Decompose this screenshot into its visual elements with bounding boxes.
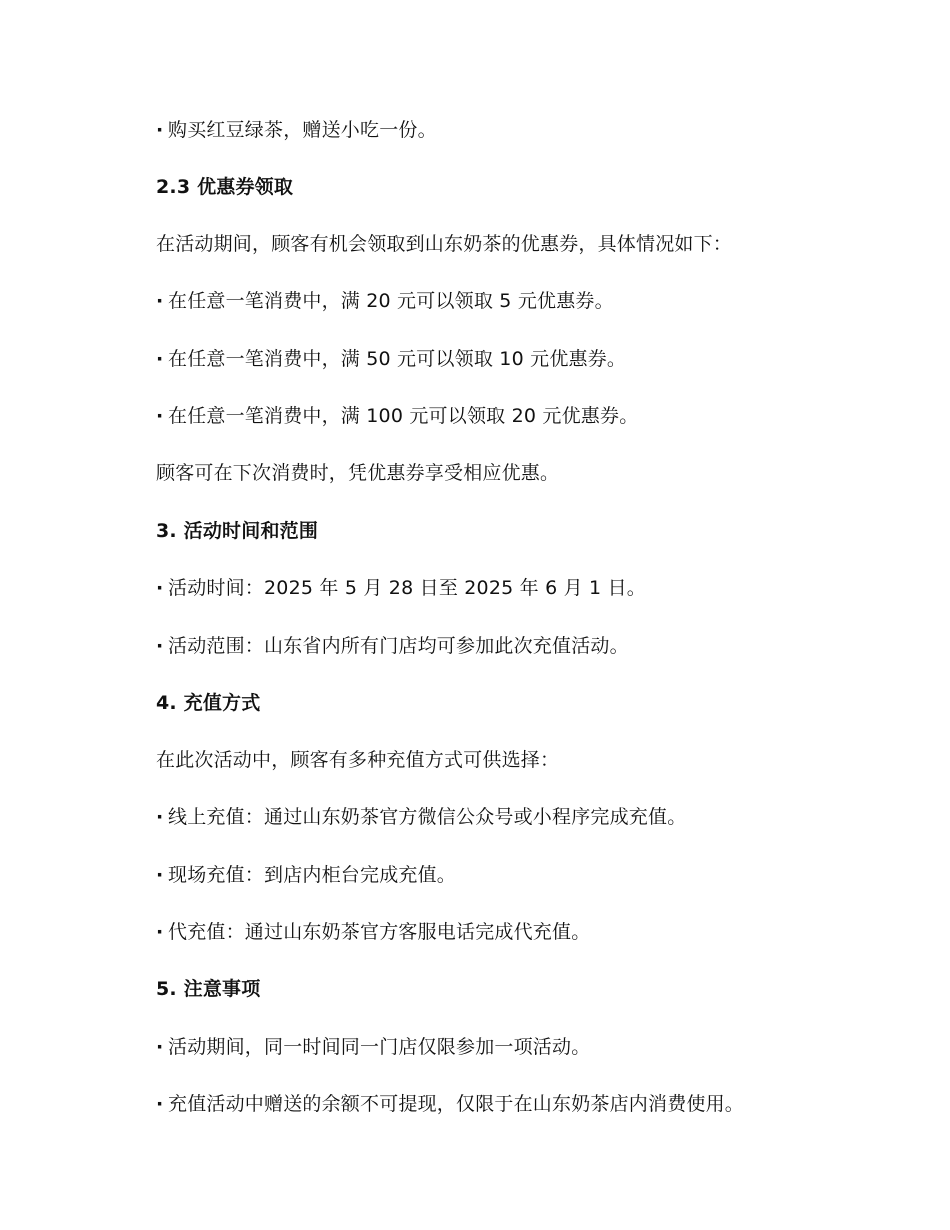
section-heading: 5. 注意事项 — [156, 978, 261, 1000]
bullet-item: · 线上充值：通过山东奶茶官方微信公众号或小程序完成充值。 — [156, 803, 856, 831]
paragraph: 在此次活动中，顾客有多种充值方式可供选择： — [156, 749, 560, 771]
bullet-item: · 在任意一笔消费中，满 20 元可以领取 5 元优惠券。 — [156, 287, 856, 315]
bullet-item: · 充值活动中赠送的余额不可提现，仅限于在山东奶茶店内消费使用。 — [156, 1090, 856, 1118]
section-heading: 4. 充值方式 — [156, 692, 261, 714]
bullet-item: · 在任意一笔消费中，满 50 元可以领取 10 元优惠券。 — [156, 345, 856, 373]
bullet-item: · 购买红豆绿茶，赠送小吃一份。 — [156, 116, 856, 144]
paragraph: 顾客可在下次消费时，凭优惠券享受相应优惠。 — [156, 462, 560, 484]
section-heading: 2.3 优惠券领取 — [156, 176, 294, 198]
section-heading: 3. 活动时间和范围 — [156, 520, 319, 542]
bullet-item: · 代充值：通过山东奶茶官方客服电话完成代充值。 — [156, 918, 856, 946]
bullet-item: · 活动时间：2025 年 5 月 28 日至 2025 年 6 月 1 日。 — [156, 574, 856, 602]
bullet-item: · 活动期间，同一时间同一门店仅限参加一项活动。 — [156, 1033, 856, 1061]
bullet-item: · 在任意一笔消费中，满 100 元可以领取 20 元优惠券。 — [156, 402, 856, 430]
paragraph: 在活动期间，顾客有机会领取到山东奶茶的优惠券，具体情况如下： — [156, 233, 733, 255]
bullet-item: · 活动范围：山东省内所有门店均可参加此次充值活动。 — [156, 632, 856, 660]
bullet-item: · 现场充值：到店内柜台完成充值。 — [156, 861, 856, 889]
